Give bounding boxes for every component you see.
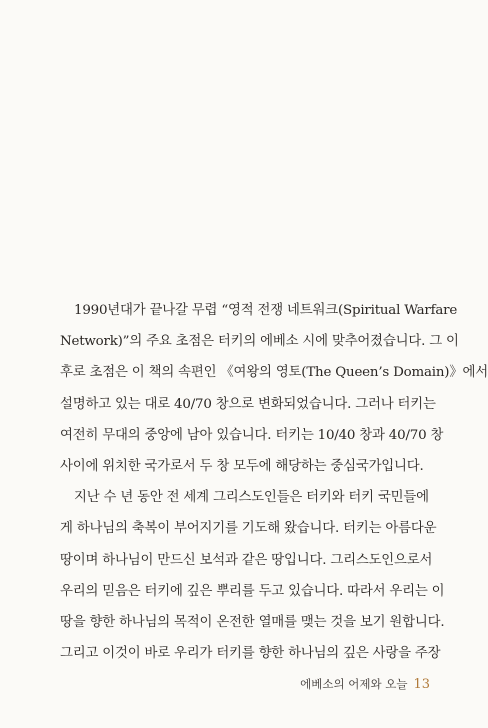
paragraph-2-line-5: 땅을 향한 하나님의 목적이 온전한 열매를 맺는 것을 보기 원합니다.: [60, 614, 445, 630]
paragraph-1-line-5: 여전히 무대의 중앙에 남아 있습니다. 터키는 10/40 창과 40/70 창: [60, 427, 444, 443]
paragraph-2-line-3: 땅이며 하나님이 만드신 보석과 같은 땅입니다. 그리스도인으로서: [60, 552, 433, 568]
paragraph-1-line-1: 1990년대가 끝나갈 무렵 “영적 전쟁 네트워크(Spiritual Warfare: [74, 303, 458, 318]
page-number: 13: [413, 677, 430, 692]
page-footer: [300, 676, 430, 692]
paragraph-2-line-6: 그리고 이것이 바로 우리가 터키를 향한 하나님의 깊은 사랑을 주장: [60, 646, 441, 662]
paragraph-1-line-4: 설명하고 있는 대로 40/70 창으로 변화되었습니다. 그러나 터키는: [60, 396, 436, 412]
paragraph-2-line-2: 게 하나님의 축복이 부어지기를 기도해 왔습니다. 터키는 아름다운: [60, 521, 437, 537]
paragraph-1-line-6: 사이에 위치한 국가로서 두 창 모두에 해당하는 중심국가입니다.: [60, 458, 424, 474]
body-text: [60, 295, 488, 669]
paragraph-1-line-3: 후로 초점은 이 책의 속편인 《여왕의 영토(The Queen’s Domain)》에서: [60, 365, 488, 381]
running-title: 에베소의 어제와 오늘: [300, 677, 408, 691]
paragraph-1-line-2: Network)”의 주요 초점은 터키의 에베소 시에 맞추어졌습니다. 그 이: [60, 334, 459, 350]
paragraph-2-line-4: 우리의 믿음은 터키에 깊은 뿌리를 두고 있습니다. 따라서 우리는 이: [60, 583, 445, 599]
paragraph-2-line-1: 지난 수 년 동안 전 세계 그리스도인들은 터키와 터키 국민들에: [74, 490, 429, 506]
